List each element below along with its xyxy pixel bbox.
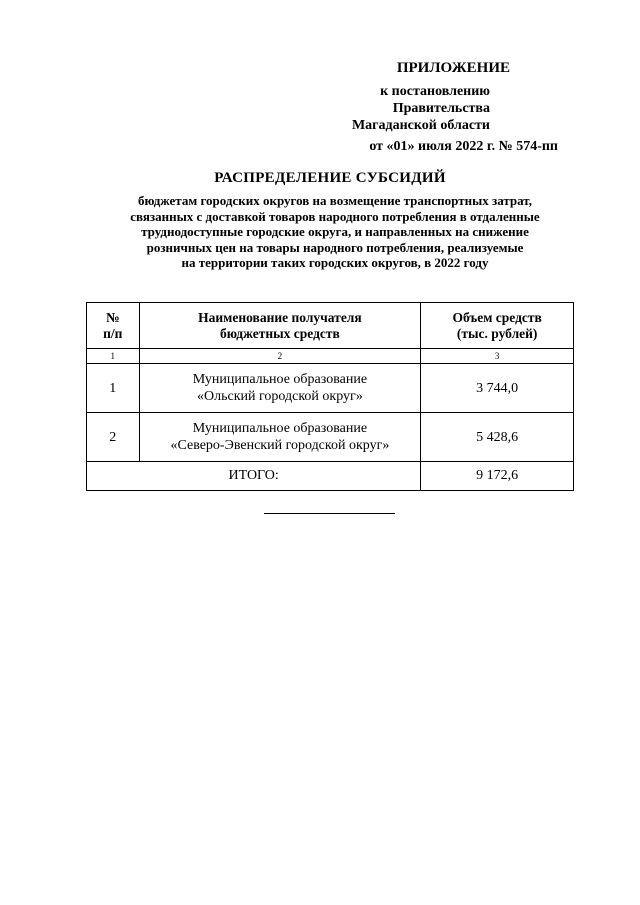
row-recipient bbox=[139, 364, 421, 413]
document-subtitle bbox=[95, 193, 575, 271]
recipient-line1: Муниципальное образование bbox=[192, 421, 368, 436]
recipient-line2: «Ольский городской округ» bbox=[197, 389, 363, 404]
header-amount-line2: (тыс. рублей) bbox=[456, 325, 538, 341]
appendix-line-1: к постановлению Правительства bbox=[380, 84, 490, 116]
closing-rule bbox=[264, 513, 395, 514]
recipient-line1: Муниципальное образование bbox=[192, 372, 368, 387]
header-num-line1: № bbox=[105, 309, 120, 325]
header-num bbox=[87, 303, 140, 349]
subtitle-line: труднодоступные городские округа, и направленных на снижение bbox=[141, 224, 529, 239]
total-row bbox=[87, 462, 574, 491]
appendix-heading: ПРИЛОЖЕНИЕ bbox=[396, 60, 510, 76]
header-name-line1: Наименование получателя bbox=[198, 309, 362, 325]
table-row bbox=[87, 364, 574, 413]
row-num: 2 bbox=[87, 413, 140, 462]
column-number: 2 bbox=[139, 349, 421, 364]
header-num-line2: п/п bbox=[103, 325, 123, 341]
appendix-date-line: от «01» июля 2022 г. № 574-пп bbox=[369, 139, 558, 154]
subtitle-line: бюджетам городских округов на возмещение транспортных затрат, bbox=[138, 193, 532, 208]
row-amount: 3 744,0 bbox=[421, 364, 574, 413]
table-row bbox=[87, 413, 574, 462]
column-number-row bbox=[87, 349, 574, 364]
header-amount bbox=[421, 303, 574, 349]
row-recipient bbox=[139, 413, 421, 462]
total-label: ИТОГО: bbox=[87, 462, 421, 491]
column-number: 1 bbox=[87, 349, 140, 364]
header-name bbox=[139, 303, 421, 349]
row-amount: 5 428,6 bbox=[421, 413, 574, 462]
recipient-line2: «Северо-Эвенский городской округ» bbox=[170, 438, 390, 453]
table-header-row bbox=[87, 303, 574, 349]
appendix-line-2: Магаданской области bbox=[351, 118, 490, 133]
header-name-line2: бюджетных средств bbox=[219, 325, 340, 341]
total-amount: 9 172,6 bbox=[421, 462, 574, 491]
row-num: 1 bbox=[87, 364, 140, 413]
subtitle-line: на территории таких городских округов, в 2022 году bbox=[181, 255, 489, 270]
subsidy-table bbox=[86, 302, 574, 491]
subtitle-line: розничных цен на товары народного потребления, реализуемые bbox=[146, 239, 524, 255]
appendix-block bbox=[280, 60, 560, 155]
header-amount-line1: Объем средств bbox=[452, 309, 542, 325]
document-title: РАСПРЕДЕЛЕНИЕ СУБСИДИЙ bbox=[214, 170, 446, 186]
column-number: 3 bbox=[421, 349, 574, 364]
subtitle-line: связанных с доставкой товаров народного потребления в отдаленные bbox=[130, 208, 540, 224]
